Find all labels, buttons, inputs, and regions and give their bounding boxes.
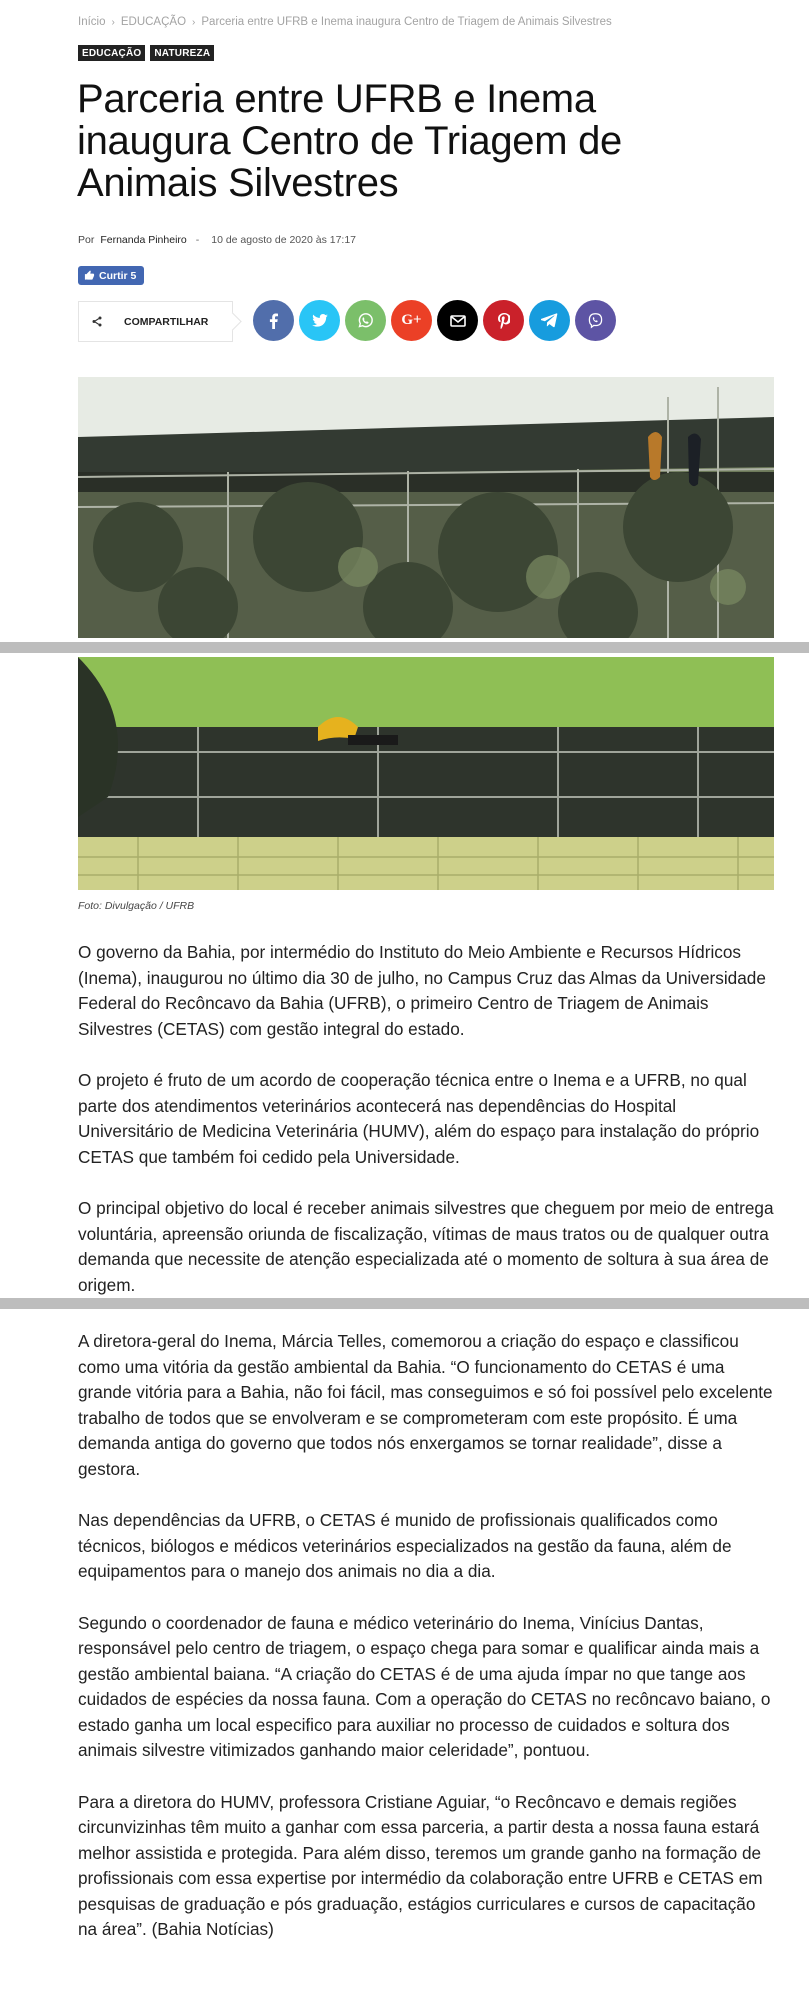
- thumbs-up-icon: [84, 270, 95, 281]
- article-body-top: [78, 940, 774, 1298]
- publish-date: 10 de agosto de 2020 às 17:17: [211, 234, 357, 246]
- article-meta: [78, 234, 356, 246]
- facebook-icon: [269, 313, 278, 329]
- category-tags: [78, 45, 214, 61]
- tag-educacao[interactable]: EDUCAÇÃO: [78, 45, 145, 61]
- facebook-like-button[interactable]: [78, 266, 144, 285]
- email-icon: [450, 315, 466, 327]
- article-paragraph: Para a diretora do HUMV, professora Cristiane Aguiar, “o Recôncavo e demais regiões circunvizinhas têm muito a ganhar com essa parceria, a partir desta a nossa fauna estará melhor assistida e protegida. Para além disso, teremos um grande ganho na formação de profissionais com essa expertise por intermédio da colaboração entre UFRB e CETAS em pesquisas de graduação e pós graduação, estágios curriculares e cursos de capacitação na área”. (Bahia Notícias): [78, 1791, 763, 1939]
- share-box[interactable]: [78, 301, 233, 342]
- whatsapp-share-button[interactable]: [345, 300, 386, 341]
- googleplus-icon: G+: [401, 312, 422, 328]
- article-body-bottom: [78, 1329, 774, 1943]
- googleplus-share-button[interactable]: [391, 300, 432, 341]
- screenshot-seam: [0, 1298, 809, 1309]
- pinterest-share-button[interactable]: [483, 300, 524, 341]
- tag-natureza[interactable]: NATUREZA: [150, 45, 214, 61]
- twitter-share-button[interactable]: [299, 300, 340, 341]
- viber-icon: [587, 312, 604, 329]
- chevron-right-icon: ›: [111, 17, 115, 28]
- meta-by-label: Por: [78, 234, 95, 246]
- whatsapp-icon: [357, 312, 374, 329]
- article-title: Parceria entre UFRB e Inema inaugura Centro de Triagem de Animais Silvestres: [77, 77, 622, 205]
- viber-share-button[interactable]: [575, 300, 616, 341]
- article-paragraph: O governo da Bahia, por intermédio do Instituto do Meio Ambiente e Recursos Hídricos (Inema), inaugurou no último dia 30 de julho, no Campus Cruz das Almas da Universidade Federal do Recôncavo da Bahia (UFRB), o primeiro Centro de Triagem de Animais Silvestres (CETAS) com gestão integral do estado.: [78, 942, 766, 1039]
- article-paragraph: O principal objetivo do local é receber animais silvestres que cheguem por meio de entrega voluntária, apreensão oriunda de fiscalização, vítimas de maus tratos ou de qualquer outra demanda que necessite de atenção especializada até o momento de soltura à sua área de origem.: [78, 1198, 774, 1295]
- breadcrumb-current: Parceria entre UFRB e Inema inaugura Centro de Triagem de Animais Silvestres: [201, 16, 612, 28]
- breadcrumb: [78, 16, 612, 28]
- pinterest-icon: [498, 313, 510, 329]
- telegram-icon: [541, 313, 558, 328]
- article-photo-bottom: [78, 657, 774, 890]
- meta-separator: -: [195, 234, 200, 246]
- share-label: COMPARTILHAR: [124, 315, 209, 328]
- article-paragraph: A diretora-geral do Inema, Márcia Telles, comemorou a criação do espaço e classificou como uma vitória da gestão ambiental da Bahia. “O funcionamento do CETAS é uma grande vitória para a Bahia, não foi fácil, mas conseguimos e só foi possível pelo excelente trabalho de todos que se envolveram e se comprometeram com este propósito. É uma demanda antiga do governo que todos nós enxergamos se tornar realidade”, disse a gestora.: [78, 1331, 773, 1479]
- share-icon: [87, 315, 107, 328]
- telegram-share-button[interactable]: [529, 300, 570, 341]
- email-share-button[interactable]: [437, 300, 478, 341]
- social-share-buttons: [253, 300, 616, 341]
- twitter-icon: [312, 314, 328, 327]
- screenshot-seam: [0, 642, 809, 653]
- facebook-share-button[interactable]: [253, 300, 294, 341]
- article-paragraph: O projeto é fruto de um acordo de cooperação técnica entre o Inema e a UFRB, no qual parte dos atendimentos veterinários acontecerá nas dependências do Hospital Universitário de Medicina Veterinária (HUMV), além do espaço para instalação do próprio CETAS que também foi cedido pela Universidade.: [78, 1070, 760, 1167]
- article-paragraph: Nas dependências da UFRB, o CETAS é munido de profissionais qualificados como técnicos, biólogos e médicos veterinários especializados na gestão da fauna, além de equipamentos para o manejo dos animais no dia a dia.: [78, 1510, 732, 1581]
- article-photo-top: [78, 377, 774, 638]
- chevron-right-icon: ›: [192, 17, 196, 28]
- like-label: Curtir 5: [99, 269, 137, 282]
- breadcrumb-home-link[interactable]: Início: [78, 16, 106, 28]
- photo-caption: Foto: Divulgação / UFRB: [78, 900, 195, 912]
- article-paragraph: Segundo o coordenador de fauna e médico veterinário do Inema, Vinícius Dantas, responsável pelo centro de triagem, o espaço chega para somar e qualificar ainda mais a gestão ambiental baiana. “A criação do CETAS é de uma ajuda ímpar no que tange aos cuidados de espécies da nossa fauna. Com a operação do CETAS no recôncavo baiano, o estado ganha um local especifico para auxiliar no processo de cuidados e soltura dos animais silvestre vitimizados ganhando maior celeridade”, pontuou.: [78, 1612, 771, 1760]
- author-link[interactable]: Fernanda Pinheiro: [100, 234, 187, 246]
- breadcrumb-category-link[interactable]: EDUCAÇÃO: [120, 16, 187, 28]
